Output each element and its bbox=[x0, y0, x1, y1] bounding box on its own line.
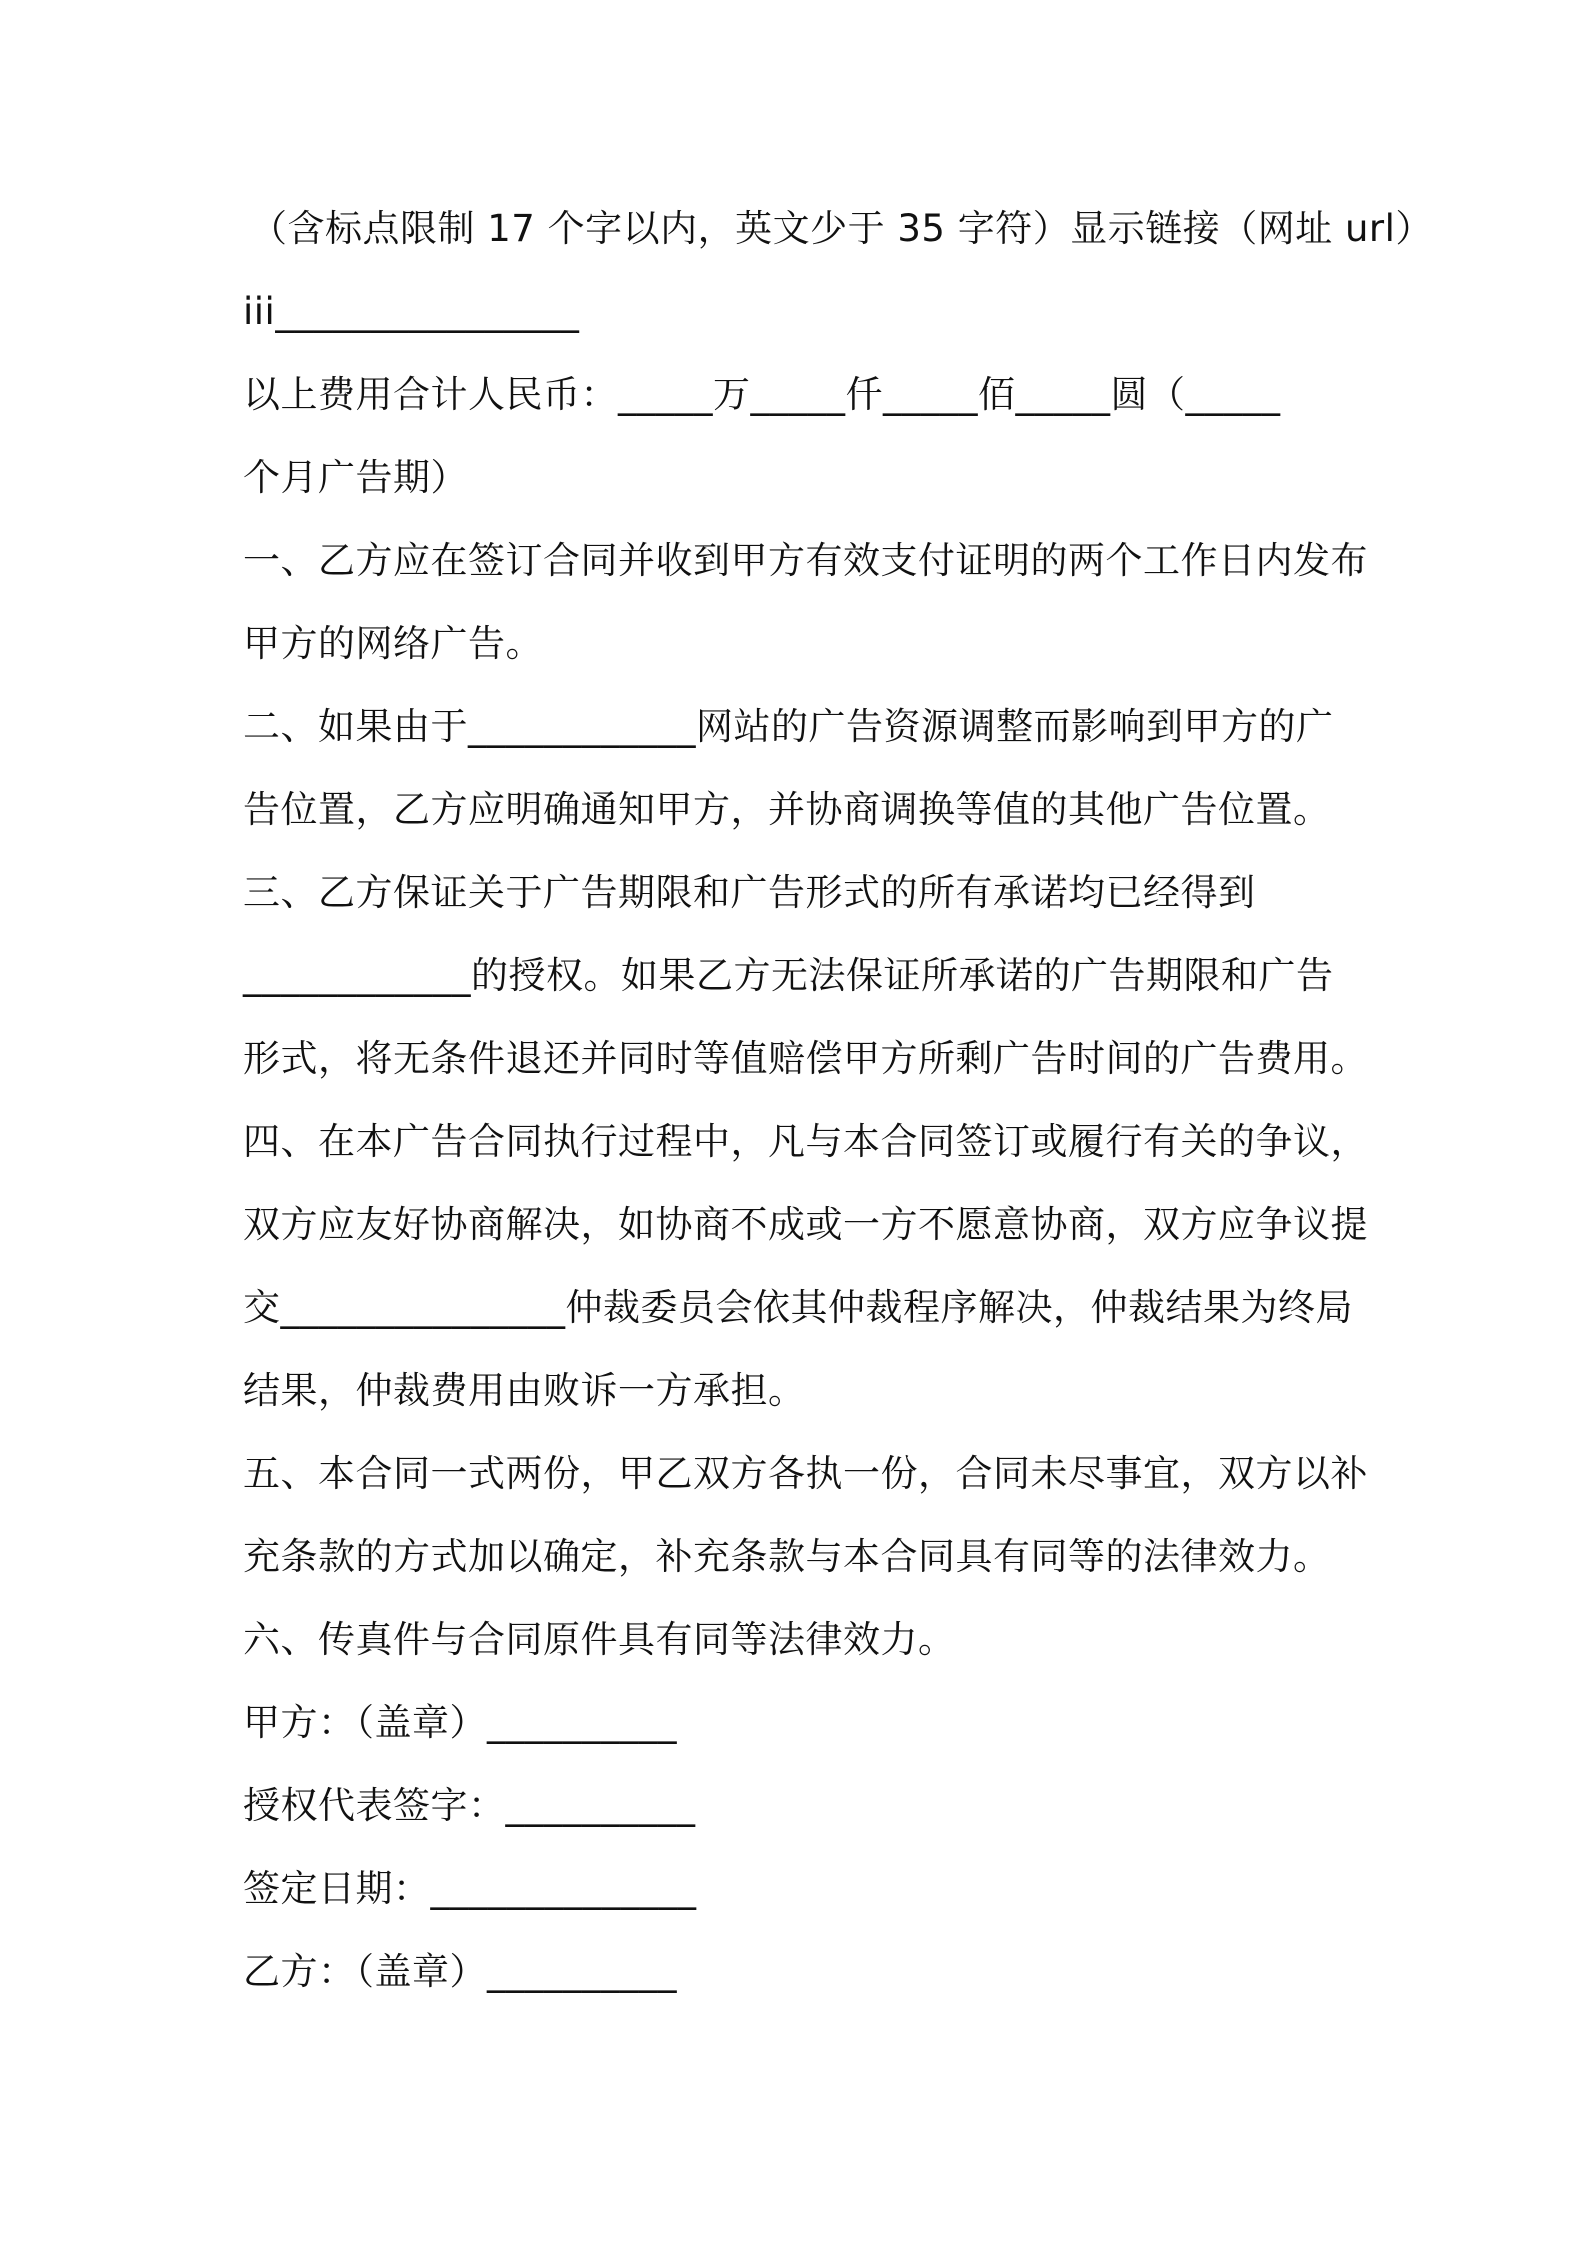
clause-4-line-1: 四、在本广告合同执行过程中，凡与本合同签订或履行有关的争议， bbox=[243, 1120, 1368, 1163]
authorized-signature: 授权代表签字：__________ bbox=[243, 1784, 696, 1827]
clause-4-line-3: 交_______________仲裁委员会依其仲裁程序解决，仲裁结果为终局 bbox=[243, 1286, 1353, 1329]
clause-2-line-2: 告位置，乙方应明确通知甲方，并协商调换等值的其他广告位置。 bbox=[243, 788, 1331, 831]
party-a-seal: 甲方：（盖章）__________ bbox=[243, 1701, 677, 1744]
contract-body bbox=[243, 200, 1433, 2026]
clause-5-line-2: 充条款的方式加以确定，补充条款与本合同具有同等的法律效力。 bbox=[243, 1535, 1331, 1578]
clause-4-line-2: 双方应友好协商解决，如协商不成或一方不愿意协商，双方应争议提 bbox=[243, 1203, 1368, 1246]
url-blank-line: iii________________ bbox=[243, 290, 580, 333]
clause-4-line-4: 结果，仲裁费用由败诉一方承担。 bbox=[243, 1369, 806, 1412]
party-b-seal: 乙方：（盖章）__________ bbox=[243, 1950, 677, 1993]
clause-5-line-1: 五、本合同一式两份，甲乙双方各执一份，合同未尽事宜，双方以补 bbox=[243, 1452, 1368, 1495]
ad-period-line: 个月广告期） bbox=[243, 456, 468, 499]
clause-6-line: 六、传真件与合同原件具有同等法律效力。 bbox=[243, 1618, 956, 1661]
clause-1-line-2: 甲方的网络广告。 bbox=[243, 622, 543, 665]
signing-date: 签定日期：______________ bbox=[243, 1867, 697, 1910]
clause-3-line-3: 形式，将无条件退还并同时等值赔偿甲方所剩广告时间的广告费用。 bbox=[243, 1037, 1368, 1080]
url-limit-note: （含标点限制 17 个字以内，英文少于 35 字符）显示链接（网址 url） bbox=[250, 207, 1433, 250]
clause-3-line-2: ____________的授权。如果乙方无法保证所承诺的广告期限和广告 bbox=[243, 954, 1334, 997]
fee-total-line: 以上费用合计人民币：_____万_____仟_____佰_____圆（_____ bbox=[243, 373, 1281, 416]
clause-1-line-1: 一、乙方应在签订合同并收到甲方有效支付证明的两个工作日内发布 bbox=[243, 539, 1368, 582]
clause-3-line-1: 三、乙方保证关于广告期限和广告形式的所有承诺均已经得到 bbox=[243, 871, 1256, 914]
clause-2-line-1: 二、如果由于____________网站的广告资源调整而影响到甲方的广 bbox=[243, 705, 1334, 748]
